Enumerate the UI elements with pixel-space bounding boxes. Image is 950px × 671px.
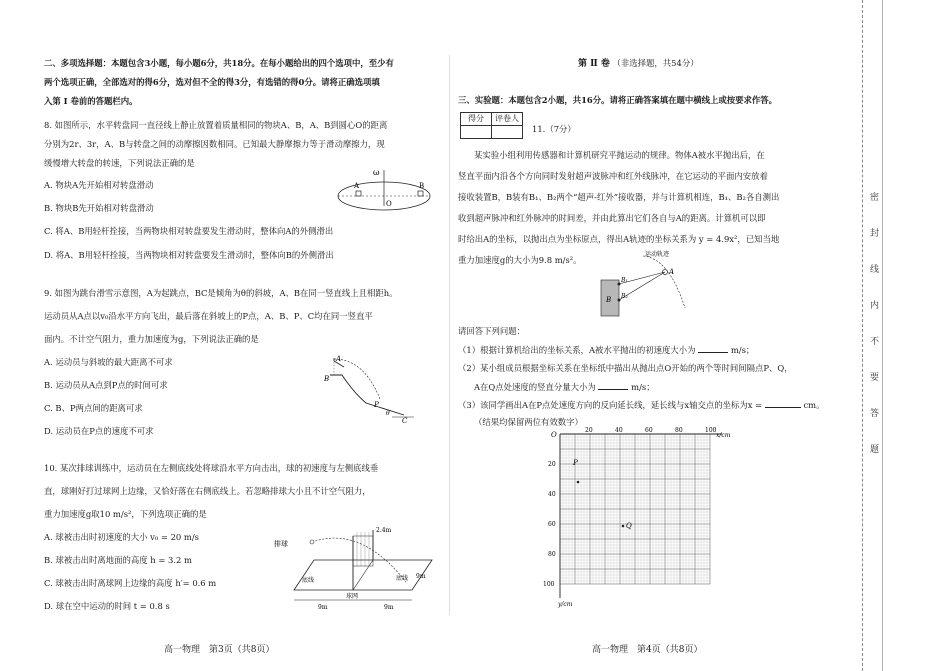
page3-footer: 高一物理 第3页（共8页） [164, 645, 275, 655]
q10-fig-w1: 9m [318, 604, 328, 611]
q10-fig-net: 球网 [346, 593, 359, 600]
q11-intro-3: 接收装置B，B装有B₁、B₂两个“超声-红外”接收器，并与计算机相连，B₁、B₂各自测出 [458, 192, 780, 202]
q10-fig-side: 9m [416, 573, 426, 580]
binding-char: 题 [870, 445, 880, 455]
y-tick-label: 100 [543, 581, 555, 588]
grader-label: 评卷人 [492, 113, 523, 126]
q9-option-a: A. 运动员与斜坡的最大距离不可求 [44, 357, 173, 367]
x-tick-label: 20 [585, 427, 593, 434]
q8-line3: 缓慢增大转盘的转速，下列说法正确的是 [44, 158, 195, 168]
q11-device-figure [593, 248, 703, 328]
q11-intro-6: 重力加速度g的大小为9.8 m/s²。 [458, 255, 582, 265]
q9-line3: 面内。不计空气阻力，重力加速度为g，下列说法正确的是 [44, 334, 259, 344]
q8-line2: 分别为2r、3r，A、B与转盘之间的动摩擦因数相同。已知最大静摩擦力等于滑动摩擦力，现 [44, 139, 385, 149]
binding-char: 封 [870, 229, 880, 239]
q10-fig-right-line: 底线 [396, 575, 409, 582]
section2-line3: 入第 Ⅰ 卷前的答题栏内。 [44, 96, 138, 106]
q8-fig-a: A [354, 182, 360, 190]
x-axis-label: x/cm [716, 432, 731, 439]
q11-sub2-unit: m/s； [631, 382, 655, 392]
binding-char: 线 [870, 265, 880, 275]
q10-fig-w2: 9m [384, 604, 394, 611]
part2-title-main: 第 Ⅱ 卷 [578, 59, 610, 69]
q11-fig-track: 运动轨迹 [645, 251, 670, 258]
x-tick-label: 80 [675, 427, 683, 434]
q9-fig-b: B [324, 375, 330, 383]
q11-fig-a: A [669, 268, 675, 276]
q11-sub3-text: （3）该同学画出A在P点处速度方向的反向延长线，延长线与x轴交点的坐标为x = [458, 400, 763, 410]
binding-char: 不 [870, 337, 880, 347]
q9-fig-p: P [374, 401, 379, 409]
q8-option-d: D. 将A、B用轻杆拴接，当两物块相对转盘要发生滑动时，整体向B的外侧滑出 [44, 250, 334, 260]
page4-footer: 高一物理 第4页（共8页） [592, 645, 703, 655]
q11-fig-b2: B₂ [621, 293, 628, 300]
grid-origin-label: O [551, 431, 557, 439]
y-tick-label: 40 [548, 491, 556, 498]
score-label: 得分 [461, 113, 492, 126]
q9-line2: 运动员从A点以v₀沿水平方向飞出，最后落在斜坡上的P点，A、B、P、C均在同一竖直平 [44, 311, 373, 321]
q8-turntable-figure [334, 166, 444, 222]
q11-intro-4: 收到超声脉冲和红外脉冲的时间差，并由此算出它们各自与A的距离。计算机可以即 [458, 213, 766, 223]
q11-heading: 11.（7分） [532, 124, 576, 134]
binding-char: 密 [870, 193, 880, 203]
q11-sub1-text: （1）根据计算机给出的坐标关系，A被水平抛出的初速度大小为 [458, 345, 696, 355]
q10-fig-ball: 排球 [274, 540, 288, 548]
q11-sub2-answer-blank[interactable] [598, 381, 628, 390]
q10-line1: 10. 某次排球训练中，运动员在左侧底线处将球沿水平方向击出，球的初速度与左侧底线垂 [44, 463, 379, 473]
score-box [460, 112, 523, 139]
section2-line1: 二、多项选择题：本题包含3小题，每小题6分，共18分。在每小题给出的四个选项中，至少有 [44, 58, 394, 68]
point-p [577, 481, 580, 484]
q11-sub1 [458, 344, 754, 355]
q8-line1: 8. 如图所示，水平转盘同一直径线上静止放置着质量相同的物块A、B，A、B到圆心O的距离 [44, 120, 388, 130]
section3-heading: 三、实验题：本题包含2小题，共16分。请将正确答案填在题中横线上或按要求作答。 [458, 95, 777, 105]
q8-fig-b: B [419, 182, 425, 190]
q10-option-d: D. 球在空中运动的时间 t = 0.8 s [44, 601, 170, 611]
binding-dashed-line [862, 0, 863, 671]
point-q [622, 525, 625, 528]
y-tick-label: 80 [548, 551, 556, 558]
q11-sub1-answer-blank[interactable] [698, 344, 728, 353]
grader-cell[interactable] [492, 126, 523, 139]
q11-sub3-unit: cm。 [803, 400, 825, 410]
q10-option-c: C. 球被击出时离球网上边缘的高度 h′= 0.6 m [44, 578, 217, 588]
q11-sub2a: （2）某小组成员根据坐标关系在坐标纸中描出从抛出点O开始的两个等时间间隔点P、Q， [458, 363, 793, 373]
q9-fig-theta: θ [386, 410, 390, 417]
q8-fig-o: O [386, 200, 392, 208]
q11-ask: 请回答下列问题： [458, 326, 525, 336]
q10-volleyball-figure [266, 520, 436, 620]
q11-intro-2: 竖直平面内沿各个方向同时发射超声波脉冲和红外线脉冲，在它运动的平面内安放着 [458, 171, 768, 181]
binding-char: 答 [870, 409, 880, 419]
part2-title-sub: （非选择题，共54分） [612, 58, 699, 68]
q8-option-c: C. 将A、B用轻杆拴接，当两物块相对转盘要发生滑动时，整体向A的外侧滑出 [44, 226, 334, 236]
q11-sub1-unit: m/s； [730, 345, 755, 355]
q8-fig-omega: ω [373, 168, 380, 177]
q9-option-b: B. 运动员从A点到P点的时间可求 [44, 380, 168, 390]
x-tick-label: 40 [615, 427, 623, 434]
q9-line1: 9. 如图为跳台滑雪示意图，A为起跳点，BC是倾角为θ的斜坡，A、B在同一竖直线上且相距h。 [44, 288, 398, 298]
q11-intro-5: 时给出A的坐标，以抛出点为坐标原点，得出A轨迹的坐标关系为 y = 4.9x²，已知当地 [458, 234, 780, 244]
point-q-label: Q [626, 522, 632, 530]
binding-char: 内 [870, 301, 880, 311]
q9-option-c: C. B、P两点间的距离可求 [44, 403, 143, 413]
q11-fig-b: B [606, 296, 612, 304]
y-axis-label: y/cm [558, 601, 573, 608]
q10-line2: 直，球刚好打过球网上边缘，又恰好落在右侧底线上。若忽略排球大小且不计空气阻力， [44, 486, 371, 496]
section2-line2: 两个选项正确，全部选对的得6分，选对但不全的得3分，有选错的得0分。请将正确选项填 [44, 77, 380, 87]
coordinate-grid [538, 422, 748, 608]
q10-fig-net-height: 2.4m [376, 527, 392, 534]
q11-sub3-answer-blank[interactable] [765, 399, 801, 408]
score-cell[interactable] [461, 126, 492, 139]
q9-option-d: D. 运动员在P点的速度不可求 [44, 426, 154, 436]
q10-line3: 重力加速度g取10 m/s²，下列选项正确的是 [44, 509, 207, 519]
binding-char: 要 [870, 373, 880, 383]
x-tick-label: 100 [705, 427, 717, 434]
point-p-label: P [573, 459, 578, 467]
q9-ski-jump-figure [304, 353, 424, 433]
q11-fig-b1: B₁ [621, 277, 628, 284]
q9-fig-c: C [402, 417, 408, 425]
q10-fig-left-line: 底线 [302, 577, 315, 584]
y-tick-label: 60 [548, 521, 556, 528]
binding-solid-line [882, 0, 883, 671]
q11-intro-1: 某实验小组利用传感器和计算机研究平抛运动的规律。物体A被水平抛出后，在 [474, 150, 765, 160]
q8-option-a: A. 物块A先开始相对转盘滑动 [44, 180, 154, 190]
q11-sub3a [458, 399, 825, 410]
column-divider [449, 55, 450, 615]
part2-title [578, 58, 699, 69]
q9-fig-a: A [336, 355, 342, 363]
q11-sub2b [474, 381, 655, 392]
q10-option-a: A. 球被击出时初速度的大小 v₀ = 20 m/s [44, 532, 199, 542]
q11-sub2-text: A在Q点处速度的竖直分量大小为 [474, 382, 596, 392]
x-tick-label: 60 [645, 427, 653, 434]
q11-sub3b: （结果均保留两位有效数字） [474, 417, 583, 427]
q10-option-b: B. 球被击出时离地面的高度 h = 3.2 m [44, 555, 192, 565]
y-tick-label: 20 [548, 461, 556, 468]
q8-option-b: B. 物块B先开始相对转盘滑动 [44, 203, 154, 213]
